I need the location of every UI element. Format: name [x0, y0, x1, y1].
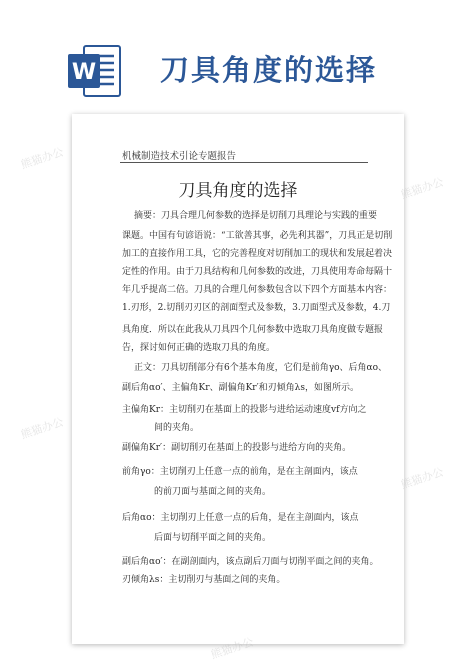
- watermark: 熊猫办公: [399, 175, 446, 202]
- running-header: 机械制造技术引论专题报告: [122, 151, 237, 162]
- body-line: 刃倾角λs：主切削刃与基面之间的夹角。: [122, 575, 286, 585]
- body-line: 告，探讨如何正确的选取刀具的角度。: [122, 343, 276, 353]
- body-line: 前角γo：主切削刃上任意一点的前角，是在主剖面内，该点: [122, 467, 358, 477]
- body-line: 正文：刀具切削部分有6个基本角度，它们是前角γo、后角αo、: [134, 363, 388, 373]
- body-line: 副偏角Kr′：副切削刃在基面上的投影与进给方向的夹角。: [122, 443, 352, 453]
- watermark: 熊猫办公: [399, 465, 446, 492]
- svg-text:W: W: [71, 60, 97, 85]
- body-line: 的前刀面与基面之间的夹角。: [154, 487, 272, 497]
- body-line: 主偏角Kr：主切削刃在基面上的投影与进给运动速度vf方向之: [122, 405, 367, 415]
- watermark: 熊猫办公: [209, 635, 256, 662]
- body-line: 课题。中国有句谚语说：“工欲善其事，必先利其器”，刀具正是切削: [122, 231, 393, 241]
- body-line: 加工的直接作用工具，它的完善程度对切削加工的现状和发展起着决: [122, 249, 393, 259]
- body-line: 摘要：刀具合理几何参数的选择是切削刀具理论与实践的重要: [134, 211, 378, 221]
- body-line: 副后角αo′、主偏角Kr、副偏角Kr′和刃倾角λs，如图所示。: [122, 383, 359, 393]
- document-title: 刀具角度的选择: [178, 181, 298, 201]
- body-line: 后角αo：主切削刃上任意一点的后角，是在主剖面内，该点: [122, 513, 359, 523]
- body-line: 年几乎提高二倍。刀具的合理几何参数包含以下四个方面基本内容：: [122, 285, 393, 295]
- body-line: 定性的作用。由于刀具结构和几何参数的改进，刀具使用寿命每隔十: [122, 267, 393, 277]
- banner: [0, 0, 474, 118]
- document-page: [72, 114, 404, 644]
- banner-title: 刀具角度的选择: [160, 53, 378, 87]
- body-line: 间的夹角。: [154, 423, 200, 433]
- watermark: 熊猫办公: [19, 145, 66, 172]
- body-line: 后面与切削平面之间的夹角。: [154, 533, 272, 543]
- body-line: 具角度．所以在此我从刀具四个几何参数中选取刀具角度做专题报: [122, 325, 384, 335]
- header-rule: [120, 162, 368, 163]
- body-line: 副后角αo′：在副剖面内，该点副后刀面与切削平面之间的夹角。: [122, 557, 379, 567]
- body-line: 1.刃形，2.切削刃刃区的剖面型式及参数，3.刀面型式及参数，4.刀: [122, 303, 391, 313]
- word-document-icon: [66, 42, 124, 100]
- watermark: 熊猫办公: [19, 415, 66, 442]
